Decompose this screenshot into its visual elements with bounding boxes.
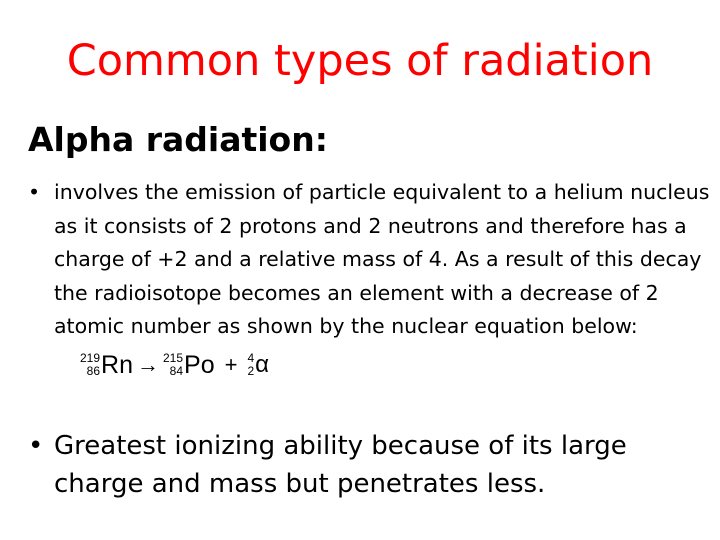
slide-title: Common types of radiation	[66, 36, 654, 86]
product-atomic-number: 84	[169, 363, 184, 378]
alpha-atomic-number: 2	[247, 363, 255, 378]
plus-sign: +	[224, 351, 238, 377]
reactant-symbol: Rn	[101, 350, 133, 379]
product-nuclide	[163, 351, 215, 379]
bullet-list	[28, 176, 718, 503]
bullet-text: involves the emission of particle equivalent to a helium nucleus as it consists of 2 protons and 2 neutrons and therefore has a charge of +2 and a relative mass of 4. As a result of this decay the radioisotope becomes an element with a decrease of 2 atomic number as shown by the nuclear equation below:	[54, 180, 710, 338]
reactant-mass-number: 219	[80, 350, 101, 365]
alpha-particle	[247, 348, 269, 382]
reactant-atomic-number: 86	[86, 363, 101, 378]
nuclear-equation	[80, 348, 269, 382]
bullet-item	[28, 427, 718, 503]
product-mass-number: 215	[163, 350, 184, 365]
reaction-arrow: →	[137, 351, 159, 377]
alpha-symbol: α	[255, 350, 270, 378]
reactant-nuclide	[80, 351, 133, 379]
product-symbol: Po	[184, 350, 215, 379]
bullet-text: Greatest ionizing ability because of its large charge and mass but penetrates less.	[54, 431, 627, 500]
alpha-mass-number: 4	[247, 350, 255, 365]
bullet-item	[28, 176, 718, 377]
section-heading: Alpha radiation:	[28, 120, 328, 159]
